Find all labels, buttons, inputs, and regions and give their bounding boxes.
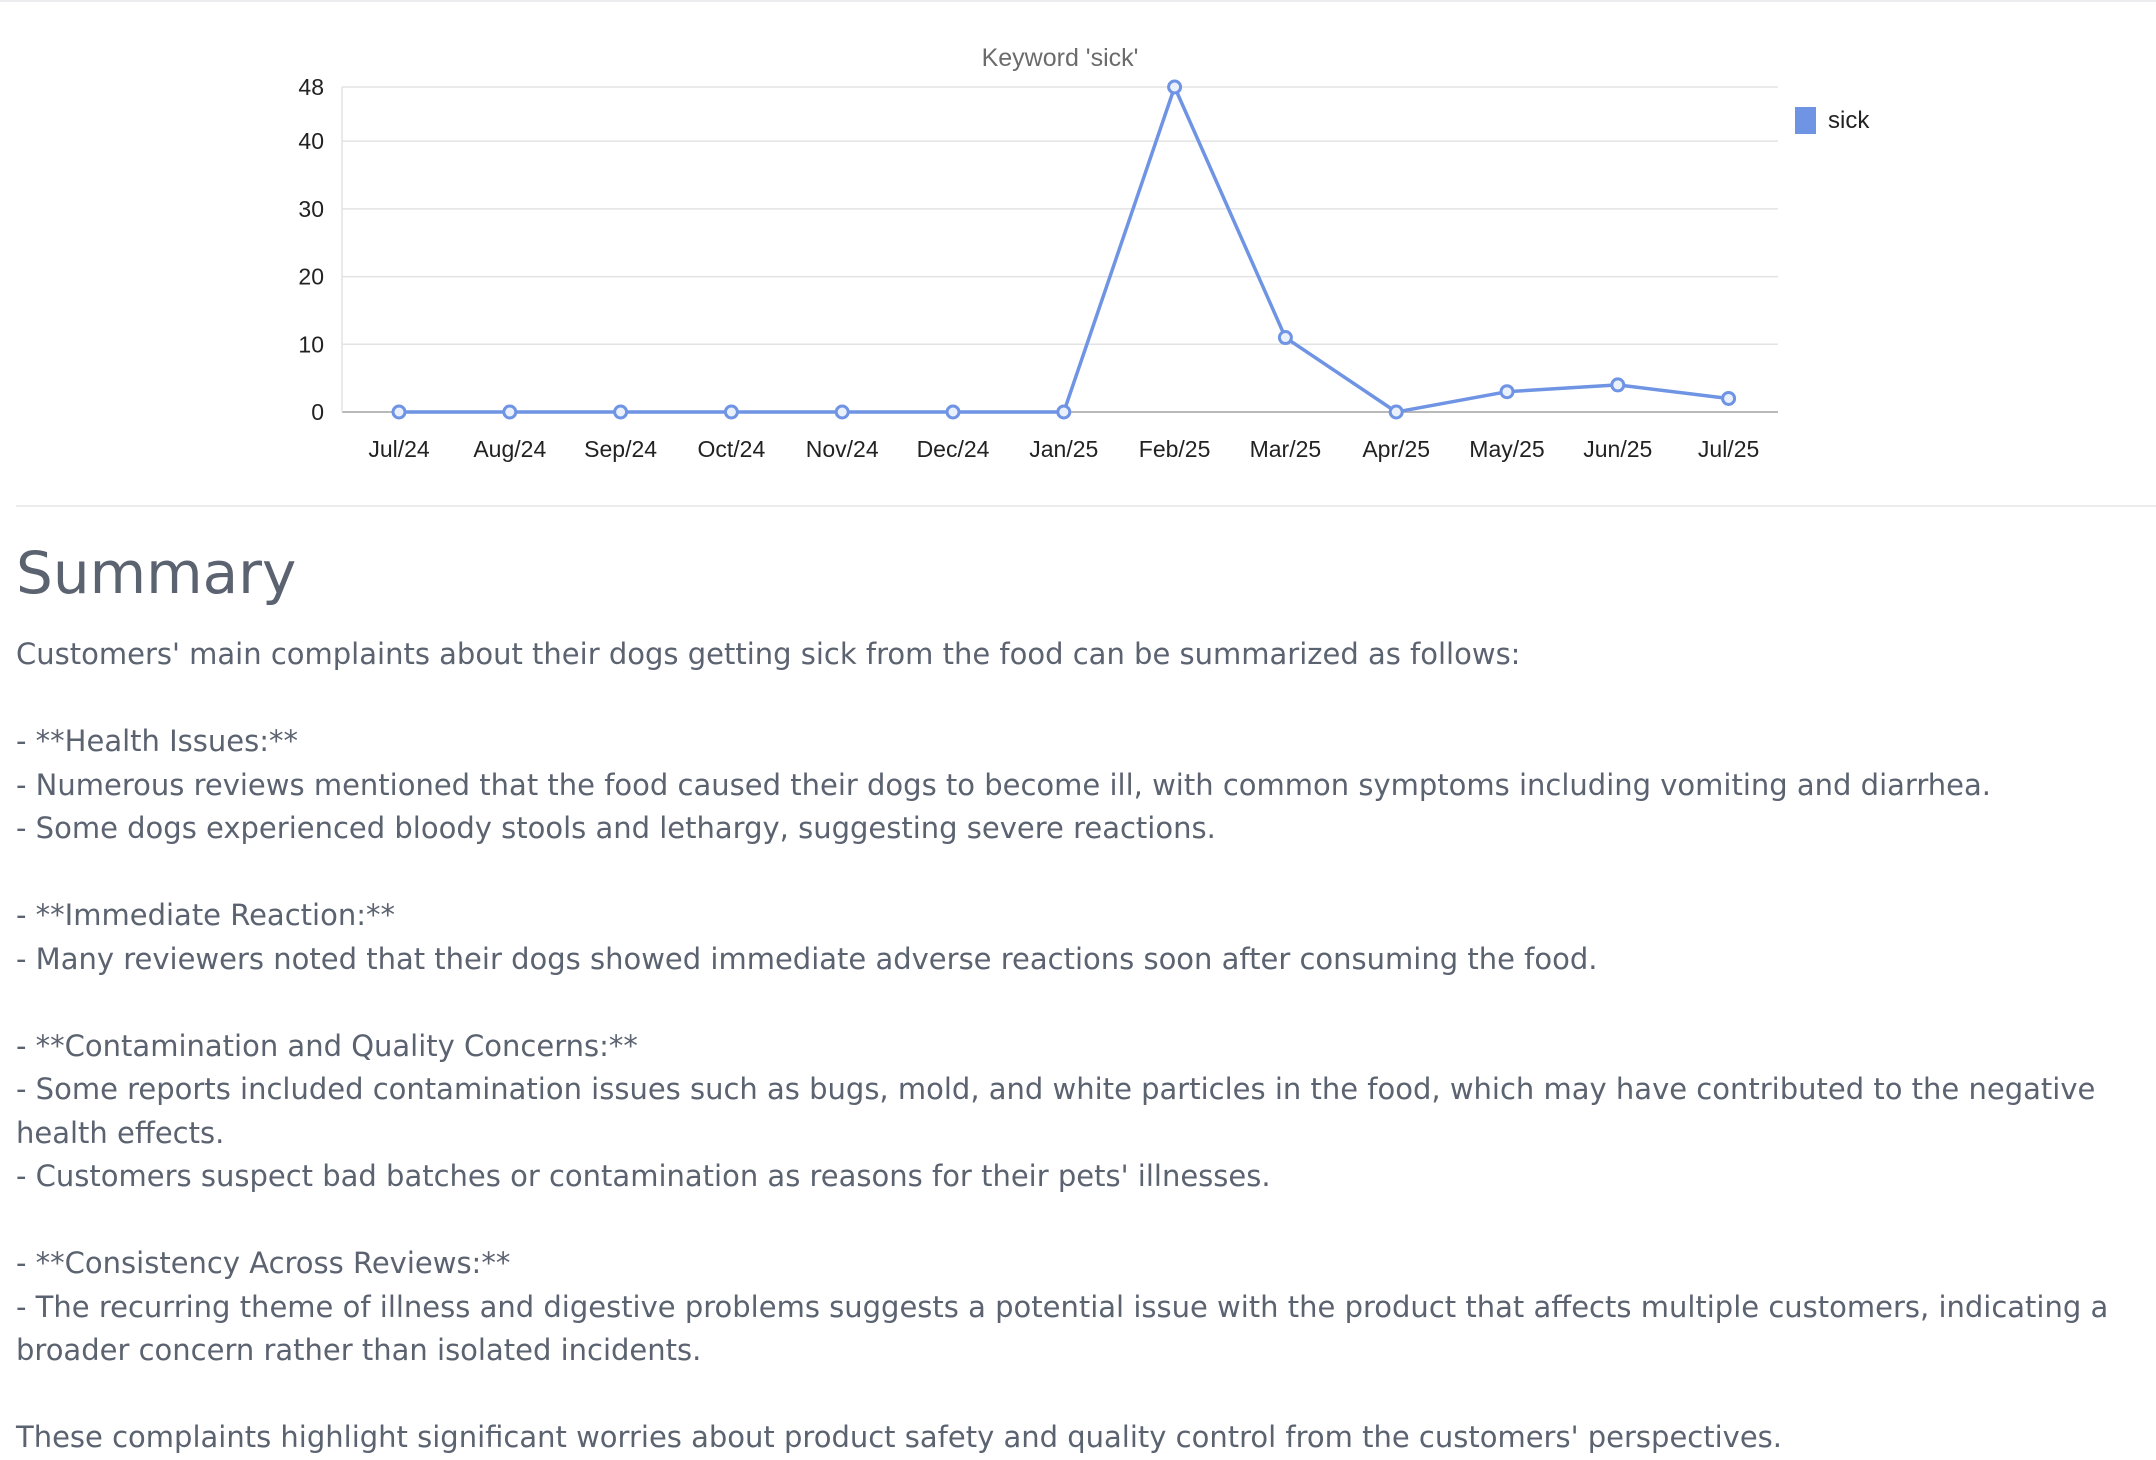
- summary-spacer: [16, 1199, 2146, 1243]
- x-tick-label: Jan/25: [1029, 436, 1099, 462]
- summary-spacer: [16, 851, 2146, 895]
- data-point: [393, 406, 405, 418]
- summary-line: - **Consistency Across Reviews:**: [16, 1246, 511, 1280]
- summary-body: [16, 633, 2146, 1460]
- x-tick-label: Jun/25: [1583, 436, 1653, 462]
- data-point: [615, 406, 627, 418]
- y-tick-label: 40: [298, 128, 324, 155]
- x-tick-label: Mar/25: [1249, 436, 1322, 462]
- summary-line: - **Contamination and Quality Concerns:**: [16, 1028, 638, 1063]
- data-point: [1612, 379, 1624, 391]
- summary-line: - Many reviewers noted that their dogs showed immediate adverse reactions soon after consuming the food.: [16, 941, 1598, 976]
- summary-line: Customers' main complaints about their dogs getting sick from the food can be summarized as follows:: [16, 637, 1521, 671]
- y-tick-label: 48: [298, 74, 324, 100]
- summary-line: - **Health Issues:**: [16, 724, 298, 758]
- summary-section: [16, 525, 2146, 1460]
- summary-line: - Customers suspect bad batches or contamination as reasons for their pets' illnesses.: [16, 1159, 1271, 1193]
- summary-line: - **Immediate Reaction:**: [16, 898, 395, 932]
- x-tick-label: Jul/25: [1697, 436, 1760, 462]
- y-tick-label: 10: [298, 331, 324, 358]
- data-point: [1501, 386, 1513, 398]
- x-tick-label: Oct/24: [697, 436, 766, 462]
- summary-line: - Some dogs experienced bloody stools and lethargy, suggesting severe reactions.: [16, 811, 1216, 845]
- y-tick-label: 0: [311, 399, 324, 425]
- x-tick-label: Dec/24: [916, 436, 990, 462]
- summary-spacer: [16, 981, 2146, 1025]
- data-point: [836, 406, 848, 418]
- data-point: [947, 406, 959, 418]
- data-point: [1058, 406, 1070, 418]
- keyword-chart: [0, 2, 2156, 502]
- data-point: [504, 406, 516, 418]
- summary-title: Summary: [16, 539, 297, 607]
- summary-line: - Numerous reviews mentioned that the food caused their dogs to become ill, with common symptoms including vomiting and diarrhea.: [16, 767, 1991, 802]
- summary-line: - The recurring theme of illness and digestive problems suggests a potential issue with the product that affects multiple customers, indicating a broader concern rather than isolated incidents.: [16, 1289, 2109, 1367]
- section-divider: [16, 505, 2156, 507]
- chart-title: Keyword 'sick': [981, 44, 1139, 72]
- summary-spacer: [16, 1373, 2146, 1417]
- data-point: [725, 406, 737, 418]
- summary-line: - Some reports included contamination issues such as bugs, mold, and white particles in the food, which may have contributed to the negative health effects.: [16, 1072, 2096, 1150]
- x-tick-label: Aug/24: [473, 436, 547, 462]
- x-tick-label: May/25: [1469, 436, 1545, 462]
- line-chart: [0, 2, 2156, 502]
- y-tick-label: 30: [298, 195, 324, 222]
- x-tick-label: Nov/24: [805, 436, 879, 462]
- summary-line: These complaints highlight significant worries about product safety and quality control from the customers' perspectives.: [16, 1420, 1782, 1454]
- data-point: [1169, 81, 1181, 93]
- series-line-sick: [399, 87, 1729, 412]
- x-tick-label: Jul/24: [368, 436, 430, 462]
- x-tick-label: Sep/24: [584, 436, 658, 462]
- data-point: [1723, 392, 1735, 404]
- x-tick-label: Apr/25: [1362, 436, 1431, 462]
- data-point: [1279, 332, 1291, 344]
- summary-spacer: [16, 677, 2146, 721]
- x-tick-label: Feb/25: [1138, 436, 1211, 462]
- y-tick-label: 20: [298, 263, 324, 290]
- data-point: [1390, 406, 1402, 418]
- legend-label: sick: [1828, 107, 1870, 134]
- legend-swatch: [1795, 107, 1816, 134]
